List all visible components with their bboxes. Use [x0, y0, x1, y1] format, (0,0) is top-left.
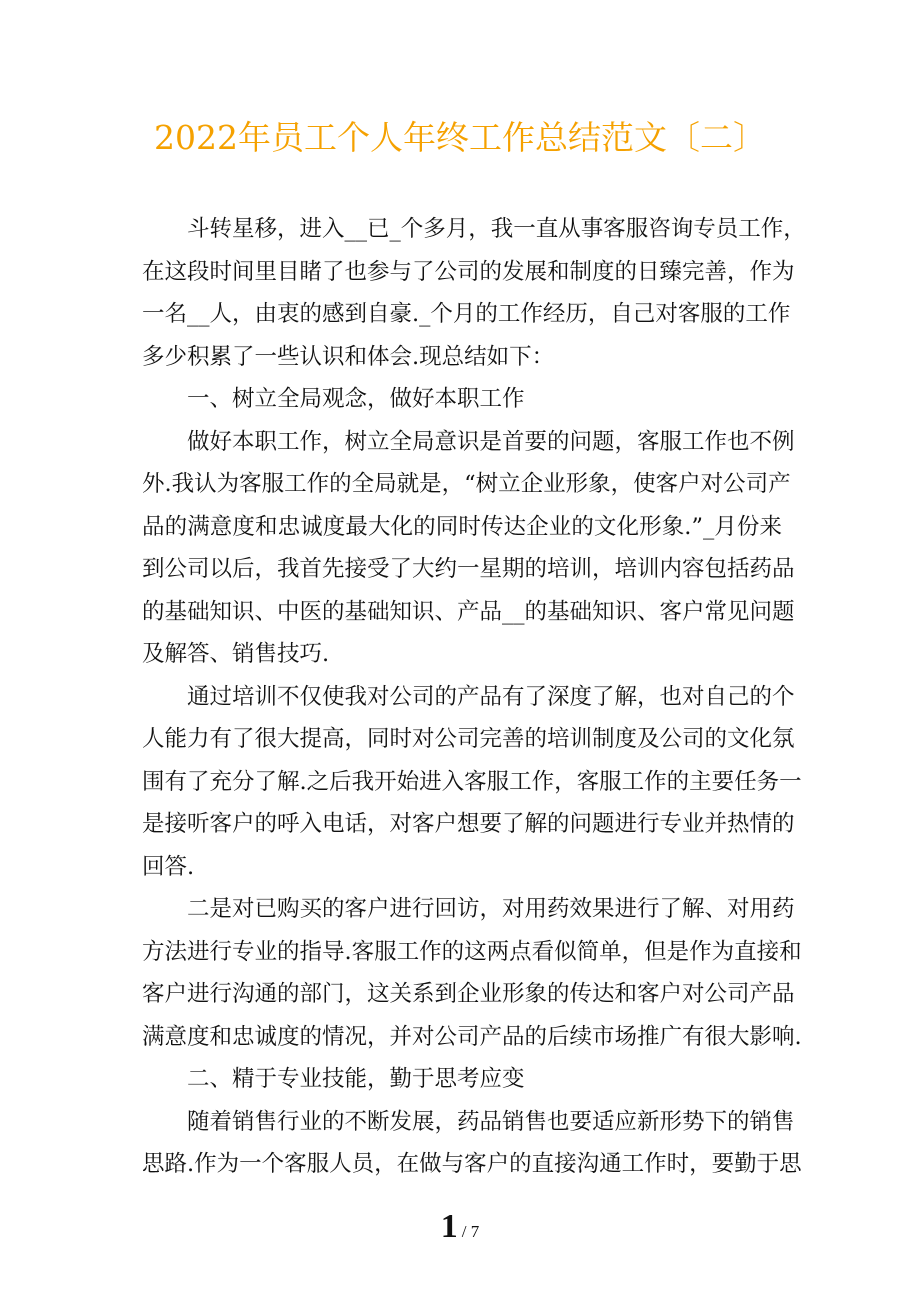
- text-line: 随着销售行业的不断发展，药品销售也要适应新形势下的销售: [187, 1108, 795, 1135]
- text-line: 及解答、销售技巧.: [142, 641, 330, 667]
- total-pages: / 7: [461, 1222, 480, 1241]
- current-page: 1: [440, 1208, 458, 1245]
- text-line: 思路.作为一个客服人员，在做与客户的直接沟通工作时，要勤于思: [142, 1151, 802, 1177]
- text-line: 客户进行沟通的部门，这关系到企业形象的传达和客户对公司产品: [142, 981, 795, 1007]
- text-line: 二、精于专业技能，勤于思考应变: [187, 1066, 525, 1092]
- text-line: 外.我认为客服工作的全局就是，“树立企业形象，使客户对公司产: [142, 471, 791, 497]
- text-line: 斗转星移，进入__已_个多月，我一直从事客服咨询专员工作，: [187, 216, 806, 242]
- text-line: 做好本职工作，树立全局意识是首要的问题，客服工作也不例: [187, 428, 795, 455]
- text-line: 在这段时间里目睹了也参与了公司的发展和制度的日臻完善，作为: [142, 258, 795, 285]
- document-title: 2022年员工个人年终工作总结范文〔二〕: [154, 118, 766, 157]
- text-line: 满意度和忠诚度的情况，并对公司产品的后续市场推广有很大影响.: [142, 1023, 802, 1050]
- text-line: 品的满意度和忠诚度最大化的同时传达企业的文化形象.”_月份来: [142, 513, 782, 540]
- text-line: 一、树立全局观念，做好本职工作: [187, 386, 525, 412]
- text-line: 通过培训不仅使我对公司的产品有了深度了解，也对自己的个: [187, 683, 795, 710]
- text-line: 的基础知识、中医的基础知识、产品__的基础知识、客户常见问题: [142, 598, 795, 625]
- text-line: 二是对已购买的客户进行回访，对用药效果进行了解、对用药: [187, 896, 795, 922]
- text-line: 方法进行专业的指导.客服工作的这两点看似简单，但是作为直接和: [142, 938, 802, 965]
- text-line: 人能力有了很大提高，同时对公司完善的培训制度及公司的文化氛: [142, 726, 795, 752]
- document-body: [142, 208, 806, 1186]
- text-line: 围有了充分了解.之后我开始进入客服工作，客服工作的主要任务一: [142, 768, 802, 795]
- text-line: 多少积累了一些认识和体会.现总结如下：: [142, 343, 555, 370]
- text-line: 回答.: [142, 853, 195, 880]
- text-line: 一名__人，由衷的感到自豪._个月的工作经历，自己对客服的工作: [142, 301, 791, 327]
- page-number: [0, 1208, 920, 1246]
- text-line: 是接听客户的呼入电话，对客户想要了解的问题进行专业并热情的: [142, 811, 795, 837]
- text-line: 到公司以后，我首先接受了大约一星期的培训，培训内容包括药品: [142, 556, 795, 582]
